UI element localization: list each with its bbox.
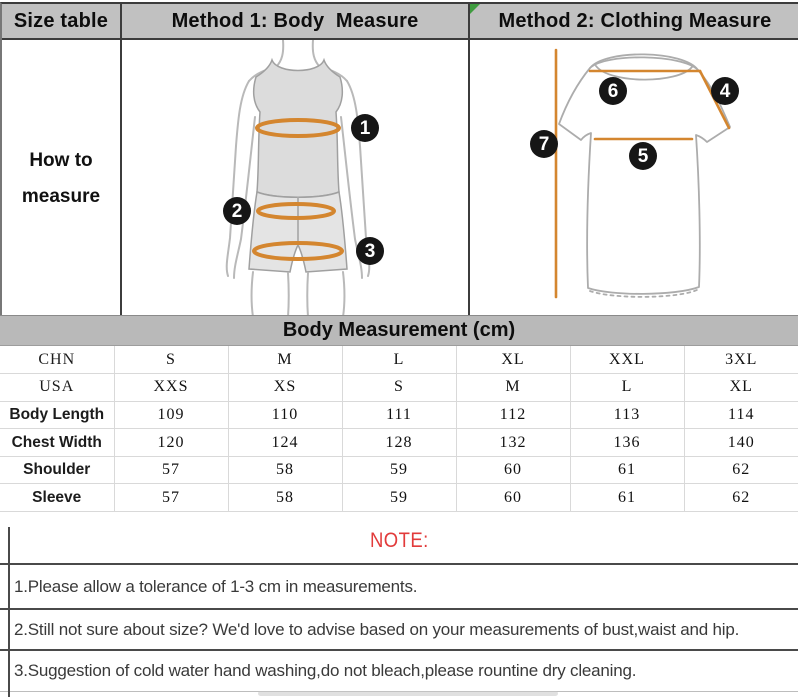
- bottom-bar: [258, 691, 558, 696]
- body-measurement-bar: [0, 315, 798, 346]
- marker-badge-1: 1: [351, 114, 379, 142]
- note-item-text: 1.Please allow a tolerance of 1-3 cm in measurements.: [14, 576, 418, 596]
- cell-value: 113: [570, 401, 684, 429]
- cell-value: 57: [114, 456, 228, 484]
- row-label: Sleeve: [0, 484, 114, 512]
- table-row: [0, 374, 798, 402]
- note-section: [0, 519, 798, 698]
- person-neck: [276, 40, 320, 67]
- note-item: [0, 651, 798, 692]
- method1-header-label: Method 1: Body Measure: [171, 9, 419, 32]
- tshirt-outline: [559, 54, 730, 294]
- table-row: [0, 484, 798, 512]
- cell-value: 62: [684, 456, 798, 484]
- cell-value: 59: [342, 456, 456, 484]
- cell-value: XXS: [114, 374, 228, 402]
- cell-value: 110: [228, 401, 342, 429]
- size-table-header: [2, 4, 120, 40]
- cell-value: XL: [456, 346, 570, 374]
- cell-value: XS: [228, 374, 342, 402]
- note-left-border: [8, 527, 10, 697]
- table-row: [0, 346, 798, 374]
- marker-badge-4: 4: [711, 77, 739, 105]
- note-item: [0, 565, 798, 610]
- size-table-header-label: Size table: [13, 9, 109, 32]
- top-section: [0, 2, 798, 315]
- cell-value: 58: [228, 484, 342, 512]
- marker-badge-7: 7: [530, 130, 558, 158]
- cell-value: 128: [342, 429, 456, 457]
- note-list: [0, 565, 798, 692]
- cell-value: XL: [684, 374, 798, 402]
- table-row: [0, 401, 798, 429]
- cell-value: 57: [114, 484, 228, 512]
- marker-badge-3: 3: [356, 237, 384, 265]
- cell-value: 61: [570, 456, 684, 484]
- cell-value: 140: [684, 429, 798, 457]
- cell-value: M: [456, 374, 570, 402]
- note-item-text: 2.Still not sure about size? We'd love to advise based on your measurements of bust,waist and hip.: [14, 619, 740, 639]
- row-label: Shoulder: [0, 456, 114, 484]
- size-table-body: [0, 346, 798, 512]
- how-to-measure-label: How to measure: [21, 150, 101, 207]
- size-table: [0, 346, 798, 512]
- cell-value: S: [342, 374, 456, 402]
- marker-badge-5: 5: [629, 142, 657, 170]
- cell-value: L: [342, 346, 456, 374]
- marker-badge-6: 6: [599, 77, 627, 105]
- body-figure-drawing: [122, 40, 468, 317]
- cell-value: 114: [684, 401, 798, 429]
- cell-value: 59: [342, 484, 456, 512]
- cell-value: XXL: [570, 346, 684, 374]
- cell-value: S: [114, 346, 228, 374]
- body-measure-illustration: [120, 40, 470, 317]
- cell-value: 124: [228, 429, 342, 457]
- cell-marker-triangle-icon: [470, 4, 480, 14]
- size-table-wrap: [0, 346, 798, 519]
- how-to-measure-cell: [2, 40, 120, 317]
- row-label: USA: [0, 374, 114, 402]
- cell-value: 132: [456, 429, 570, 457]
- note-title-label: NOTE:: [369, 529, 429, 552]
- cell-value: 136: [570, 429, 684, 457]
- method2-header-label: Method 2: Clothing Measure: [498, 9, 772, 32]
- table-row: [0, 456, 798, 484]
- note-title: [0, 519, 798, 565]
- cell-value: 58: [228, 456, 342, 484]
- cell-value: 3XL: [684, 346, 798, 374]
- cell-value: 120: [114, 429, 228, 457]
- row-label: Body Length: [0, 401, 114, 429]
- cell-value: L: [570, 374, 684, 402]
- row-label: CHN: [0, 346, 114, 374]
- marker-badge-2: 2: [223, 197, 251, 225]
- body-measurement-title: Body Measurement (cm): [282, 319, 516, 341]
- cell-value: 109: [114, 401, 228, 429]
- note-item-text: 3.Suggestion of cold water hand washing,do not bleach,please rountine dry cleaning.: [14, 661, 637, 680]
- table-row: [0, 429, 798, 457]
- cell-value: 60: [456, 484, 570, 512]
- cell-value: 61: [570, 484, 684, 512]
- cell-value: 111: [342, 401, 456, 429]
- method2-header: [470, 4, 798, 40]
- cell-value: 60: [456, 456, 570, 484]
- cell-value: 62: [684, 484, 798, 512]
- tshirt-drawing: [470, 40, 798, 317]
- cell-value: M: [228, 346, 342, 374]
- clothing-measure-illustration: [470, 40, 798, 317]
- tank-top: [254, 60, 343, 197]
- note-item: [0, 610, 798, 651]
- cell-value: 112: [456, 401, 570, 429]
- method1-header: [120, 4, 470, 40]
- person-legs: [252, 272, 345, 317]
- row-label: Chest Width: [0, 429, 114, 457]
